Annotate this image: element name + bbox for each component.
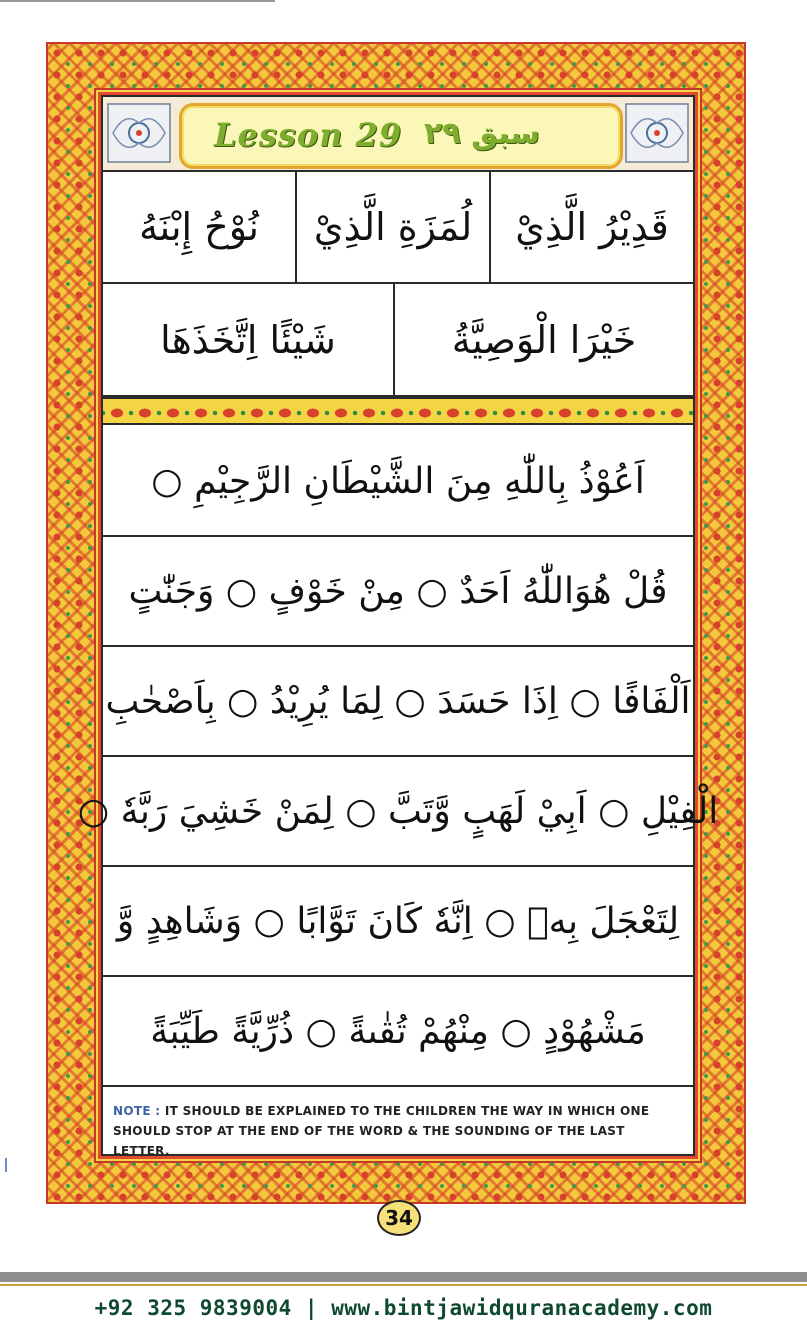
footer-contact: +92 325 9839004 | www.bintjawidquranacademy.com [94, 1296, 713, 1320]
reading-line: الْفِيْلِ ○ اَبِيْ لَهَبٍ وَّتَبَّ ○ لِمَنْ خَشِيَ رَبَّهٗ ○ [103, 757, 693, 867]
lesson-page [77, 95, 719, 1158]
reading-line: مَشْهُوْدٍ ○ مِنْهُمْ تُقٰىةً ○ ذُرِّيَّةً طَيِّبَةً [103, 977, 693, 1087]
reading-line: لِتَعْجَلَ بِهٖ ○ اِنَّهٗ كَانَ تَوَّابًا ○ وَشَاهِدٍ وَّ [103, 867, 693, 977]
lesson-header [103, 97, 693, 172]
lesson-title-english: Lesson 29 [214, 116, 403, 154]
margin-mark [5, 1158, 7, 1172]
word-cell: لُمَزَةِ الَّذِيْ [313, 205, 473, 249]
lesson-title-arabic: سبق ۲۹ [424, 116, 540, 151]
word-cell: قَدِيْرُ الَّذِيْ [515, 205, 669, 249]
word-cell: خَيْرَا الْوَصِيَّةُ [451, 317, 637, 362]
word-cell: شَيْئًا اِتَّخَذَهَا [160, 317, 336, 362]
reading-line: اَلْفَافًا ○ اِذَا حَسَدَ ○ لِمَا يُرِيْدُ ○ بِاَصْحٰبِ [103, 647, 693, 757]
teacher-note [113, 1101, 683, 1161]
reading-line: قُلْ هُوَاللّٰهُ اَحَدٌ ○ مِنْ خَوْفٍ ○ وَجَنّٰتٍ [103, 537, 693, 647]
decorative-divider [103, 397, 693, 425]
note-label: NOTE : [113, 1104, 161, 1118]
word-cell: نُوْحُ إِبْنَهُ [139, 205, 259, 249]
floral-ornament-icon [625, 103, 689, 163]
top-rule [0, 0, 275, 2]
word-row-2 [103, 284, 693, 397]
word-row-1 [103, 172, 693, 284]
lesson-title-plaque [179, 103, 623, 169]
reading-line: اَعُوْذُ بِاللّٰهِ مِنَ الشَّيْطَانِ الرَّجِيْمِ ○ [103, 427, 693, 537]
ornamental-border [46, 42, 746, 1230]
note-text: IT SHOULD BE EXPLAINED TO THE CHILDREN THE WAY IN WHICH ONE SHOULD STOP AT THE END OF THE WORD & THE SOUNDING OF THE LAST LETTER. [113, 1104, 650, 1158]
page-number: 34 [377, 1200, 421, 1236]
floral-ornament-icon [107, 103, 171, 163]
footer-rule [0, 1272, 807, 1282]
footer-rule-accent [0, 1284, 807, 1286]
